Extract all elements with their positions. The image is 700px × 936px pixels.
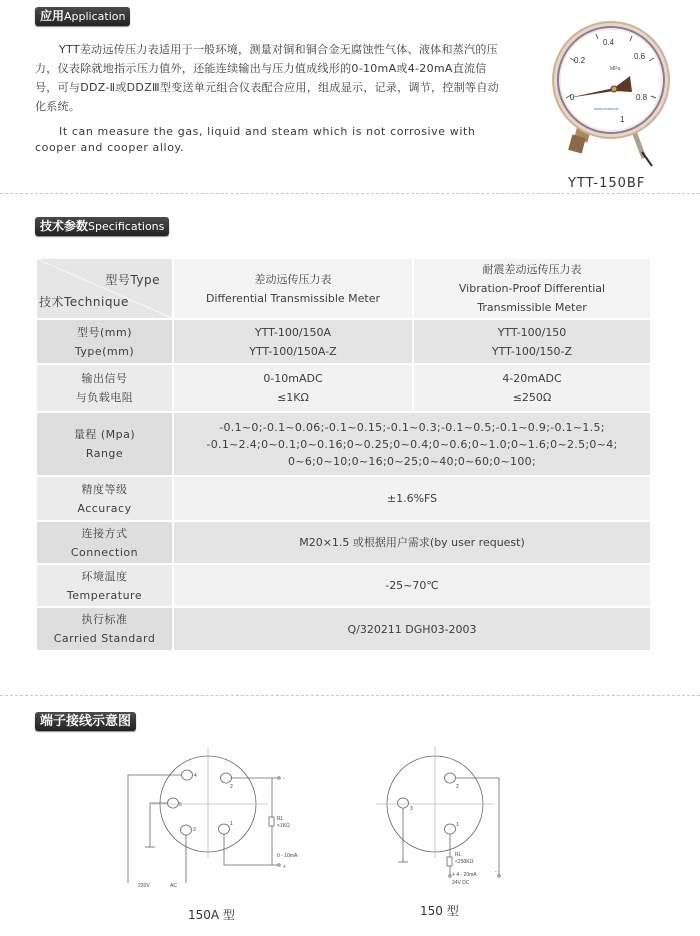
cell-range	[173, 412, 651, 476]
table-header-row	[36, 258, 651, 319]
cell-value: YTT-100/150A-Z	[249, 344, 337, 358]
row-label-en: Type(mm)	[74, 344, 135, 358]
rl-label: RL	[277, 816, 284, 822]
row-label-cn: 连接方式	[81, 526, 128, 540]
cell-value: 4-20mADC	[502, 372, 562, 385]
product-image-gauge	[548, 18, 674, 168]
svg-text:0.2: 0.2	[574, 56, 586, 65]
cell-value: YTT-100/150-Z	[491, 344, 573, 358]
header-col2-en-2: Transmissible Meter	[477, 301, 587, 314]
table-row-standard	[36, 607, 651, 651]
application-heading	[35, 7, 130, 26]
row-label	[36, 521, 173, 564]
diagram-caption-150: 150 型	[420, 904, 459, 918]
terminal-label: 1	[456, 822, 459, 828]
row-label-en: Carried Standard	[53, 632, 156, 645]
row-label-cn: 环境温度	[81, 569, 128, 583]
product-caption: YTT-150BF	[568, 176, 646, 191]
row-label	[36, 564, 173, 607]
table-row-output	[36, 364, 651, 412]
terminal-label: 2	[230, 784, 233, 790]
row-label	[36, 319, 173, 364]
cell-value: -0.1~2.4;0~0.1;0~0.16;0~0.25;0~0.4;0~0.6;0~1.0;0~1.6;0~2.5;0~4;	[206, 437, 618, 451]
table-row-range	[36, 412, 651, 476]
specifications-heading-cn: 技术参数	[40, 219, 89, 233]
wiring-diagram-150	[370, 740, 570, 900]
application-paragraph-cn-text: YTT差动远传压力表适用于一般环境，测量对铜和铜合金无腐蚀性气体、液体和蒸汽的压力，仪表除就地指示压力值外，还能连续输出与压力值成线形的0-10mA或4-20mA直流信号，可与DDZ-Ⅱ或DDZⅢ型变送单元组合仪表配合应用，组成显示，记录，调节，控制等自动化系统。	[35, 43, 499, 113]
row-label-cn: 型号(mm)	[76, 325, 132, 339]
row-label-en: Range	[85, 447, 124, 460]
application-paragraph-en-text: It can measure the gas, liquid and steam which is not corrosive with cooper and cooper alloy.	[35, 125, 476, 154]
row-label-en: Temperature	[66, 588, 143, 602]
cell-accuracy: ±1.6%FS	[173, 476, 651, 521]
rl-label: RL	[455, 852, 462, 858]
wiring-heading-cn: 端子接线示意图	[40, 714, 132, 729]
row-label-cn: 精度等级	[81, 482, 128, 496]
row-label-cn: 执行标准	[81, 613, 128, 626]
cell-value: -0.1~0;-0.1~0.06;-0.1~0.15;-0.1~0.3;-0.1~0.5;-0.1~0.9;-0.1~1.5;	[219, 420, 605, 434]
cell-connection: M20×1.5 或根据用户需求(by user request)	[173, 521, 651, 564]
svg-text:www.example: www.example	[594, 106, 619, 111]
table-row-temperature	[36, 564, 651, 607]
header-col2-cn: 耐震差动远传压力表	[482, 263, 582, 276]
pressure-gauge-icon	[548, 18, 674, 168]
terminal-label: 4	[194, 773, 197, 779]
row-label	[36, 364, 173, 412]
rl-value: <250KΩ	[455, 859, 474, 865]
terminal-label: 3	[193, 827, 196, 833]
cell-col2	[413, 319, 651, 364]
header-diagonal-cell	[36, 258, 173, 319]
wiring-heading	[35, 712, 136, 731]
cell-value: YTT-100/150	[497, 325, 567, 339]
row-label-en: 与负载电阻	[75, 391, 134, 404]
header-type-label: 型号Type	[105, 273, 160, 287]
application-heading-en: Application	[64, 10, 126, 23]
cell-value: YTT-100/150A	[254, 325, 332, 339]
row-label-cn: 量程 (Mpa)	[73, 428, 136, 441]
cell-value: 0-10mADC	[263, 372, 323, 385]
minus-label: -	[283, 776, 285, 782]
svg-text:0.4: 0.4	[603, 38, 615, 47]
cell-value: ≤1KΩ	[277, 391, 309, 404]
signal-label: 0 - 10mA	[277, 853, 298, 859]
application-heading-cn: 应用	[40, 9, 65, 23]
wiring-schematic-150a	[120, 740, 320, 900]
svg-text:0.6: 0.6	[634, 52, 646, 61]
header-technique-label: 技术Technique	[39, 295, 129, 309]
header-col2	[413, 258, 651, 319]
svg-text:0: 0	[570, 93, 575, 102]
supply-label: 24V DC	[452, 880, 470, 886]
section-divider	[0, 695, 700, 696]
svg-text:0.8: 0.8	[636, 93, 648, 102]
row-label	[36, 607, 173, 651]
cell-temperature: -25~70℃	[173, 564, 651, 607]
terminal-label: 5	[179, 802, 182, 808]
row-label-en: Accuracy	[77, 501, 132, 515]
cell-col1	[173, 319, 413, 364]
signal-label: + 4 - 20mA	[452, 872, 477, 878]
supply-voltage: 220V	[138, 883, 150, 889]
row-label-cn: 输出信号	[81, 372, 128, 385]
application-paragraph-en	[35, 124, 505, 156]
svg-text:1: 1	[620, 115, 625, 124]
specifications-heading-en: Specifications	[88, 220, 165, 233]
cell-value: ≤250Ω	[512, 391, 552, 404]
supply-type: AC	[170, 883, 177, 889]
svg-text:MPa: MPa	[610, 66, 621, 72]
header-col1-en: Differential Transmissible Meter	[205, 291, 381, 305]
terminal-label: 2	[456, 784, 459, 790]
specifications-table	[35, 257, 652, 652]
terminal-label: 1	[230, 821, 233, 827]
table-row-connection	[36, 521, 651, 564]
row-label	[36, 476, 173, 521]
row-label	[36, 412, 173, 476]
table-row-type	[36, 319, 651, 364]
header-col1	[173, 258, 413, 319]
specifications-heading	[35, 217, 169, 236]
rl-value: <1KΩ	[277, 823, 290, 829]
minus-label: -	[495, 869, 497, 875]
header-col1-cn: 差动远传压力表	[254, 272, 332, 286]
wiring-diagram-150a	[120, 740, 320, 900]
header-col2-en-1: Vibration-Proof Differential	[458, 282, 606, 295]
diagram-caption-150a: 150A 型	[188, 908, 235, 922]
section-divider	[0, 193, 700, 194]
cell-col1	[173, 364, 413, 412]
row-label-en: Connection	[70, 545, 139, 559]
application-paragraph-cn	[35, 40, 505, 116]
cell-value: 0~6;0~10;0~16;0~25;0~40;0~60;0~100;	[288, 454, 536, 468]
plus-label: +	[283, 864, 286, 870]
cell-col2	[413, 364, 651, 412]
terminal-label: 3	[410, 806, 413, 812]
cell-standard: Q/320211 DGH03-2003	[173, 607, 651, 651]
wiring-schematic-150	[370, 740, 570, 900]
table-row-accuracy	[36, 476, 651, 521]
